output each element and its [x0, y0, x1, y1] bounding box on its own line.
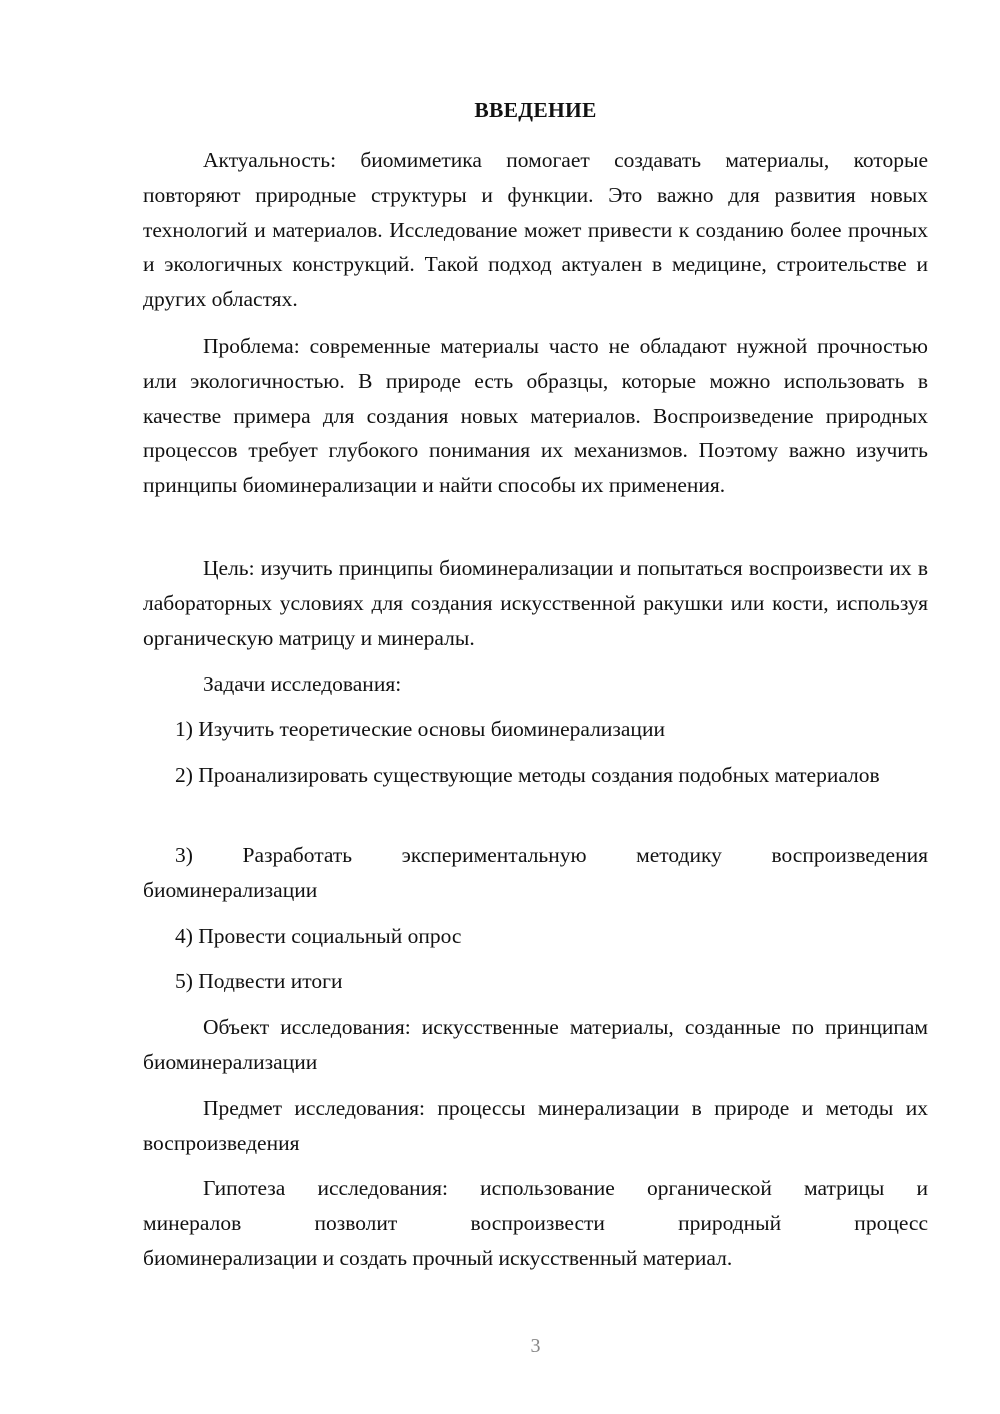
hypothesis-line-1: Гипотеза исследования: использование органической матрицы и	[203, 1176, 928, 1200]
task-item-2: 2) Проанализировать существующие методы создания подобных материалов	[175, 763, 880, 787]
subject-paragraph: Предмет исследования: процессы минерализации в природе и методы их воспроизведения	[143, 1096, 928, 1155]
object-paragraph: Объект исследования: искусственные материалы, созданные по принципам биоминерализации	[143, 1015, 928, 1074]
tasks-heading: Задачи исследования:	[203, 672, 402, 696]
hypothesis-line-2: минералов позволит воспроизвести природный процесс	[143, 1211, 928, 1235]
hypothesis-line-3: биоминерализации и создать прочный искусственный материал.	[143, 1246, 733, 1270]
page-number: 3	[530, 1335, 541, 1357]
document-page	[143, 0, 928, 1414]
problem-paragraph: Проблема: современные материалы часто не обладают нужной прочностью или экологичностью. В природе есть образцы, которые можно использовать в качестве примера для создания новых материалов. Воспроизведение природных процессов требует глубокого понимания их механизмов. Поэтому важно изучить принципы биоминерализации и найти способы их применения.	[143, 334, 928, 498]
task-item-5: 5) Подвести итоги	[175, 969, 343, 993]
goal-paragraph: Цель: изучить принципы биоминерализации и попытаться воспроизвести их в лабораторных условиях для создания искусственной ракушки или кости, используя органическую матрицу и минералы.	[143, 556, 928, 650]
task-item-1: 1) Изучить теоретические основы биоминерализации	[175, 717, 665, 741]
page-title: ВВЕДЕНИЕ	[474, 98, 597, 122]
task-item-4: 4) Провести социальный опрос	[175, 924, 462, 948]
task-item-3: 3) Разработать экспериментальную методику воспроизведения биоминерализации	[143, 843, 928, 902]
relevance-paragraph: Актуальность: биомиметика помогает создавать материалы, которые повторяют природные структуры и функции. Это важно для развития новых технологий и материалов. Исследование может привести к созданию более прочных и экологичных конструкций. Такой подход актуален в медицине, строительстве и других областях.	[143, 148, 928, 312]
